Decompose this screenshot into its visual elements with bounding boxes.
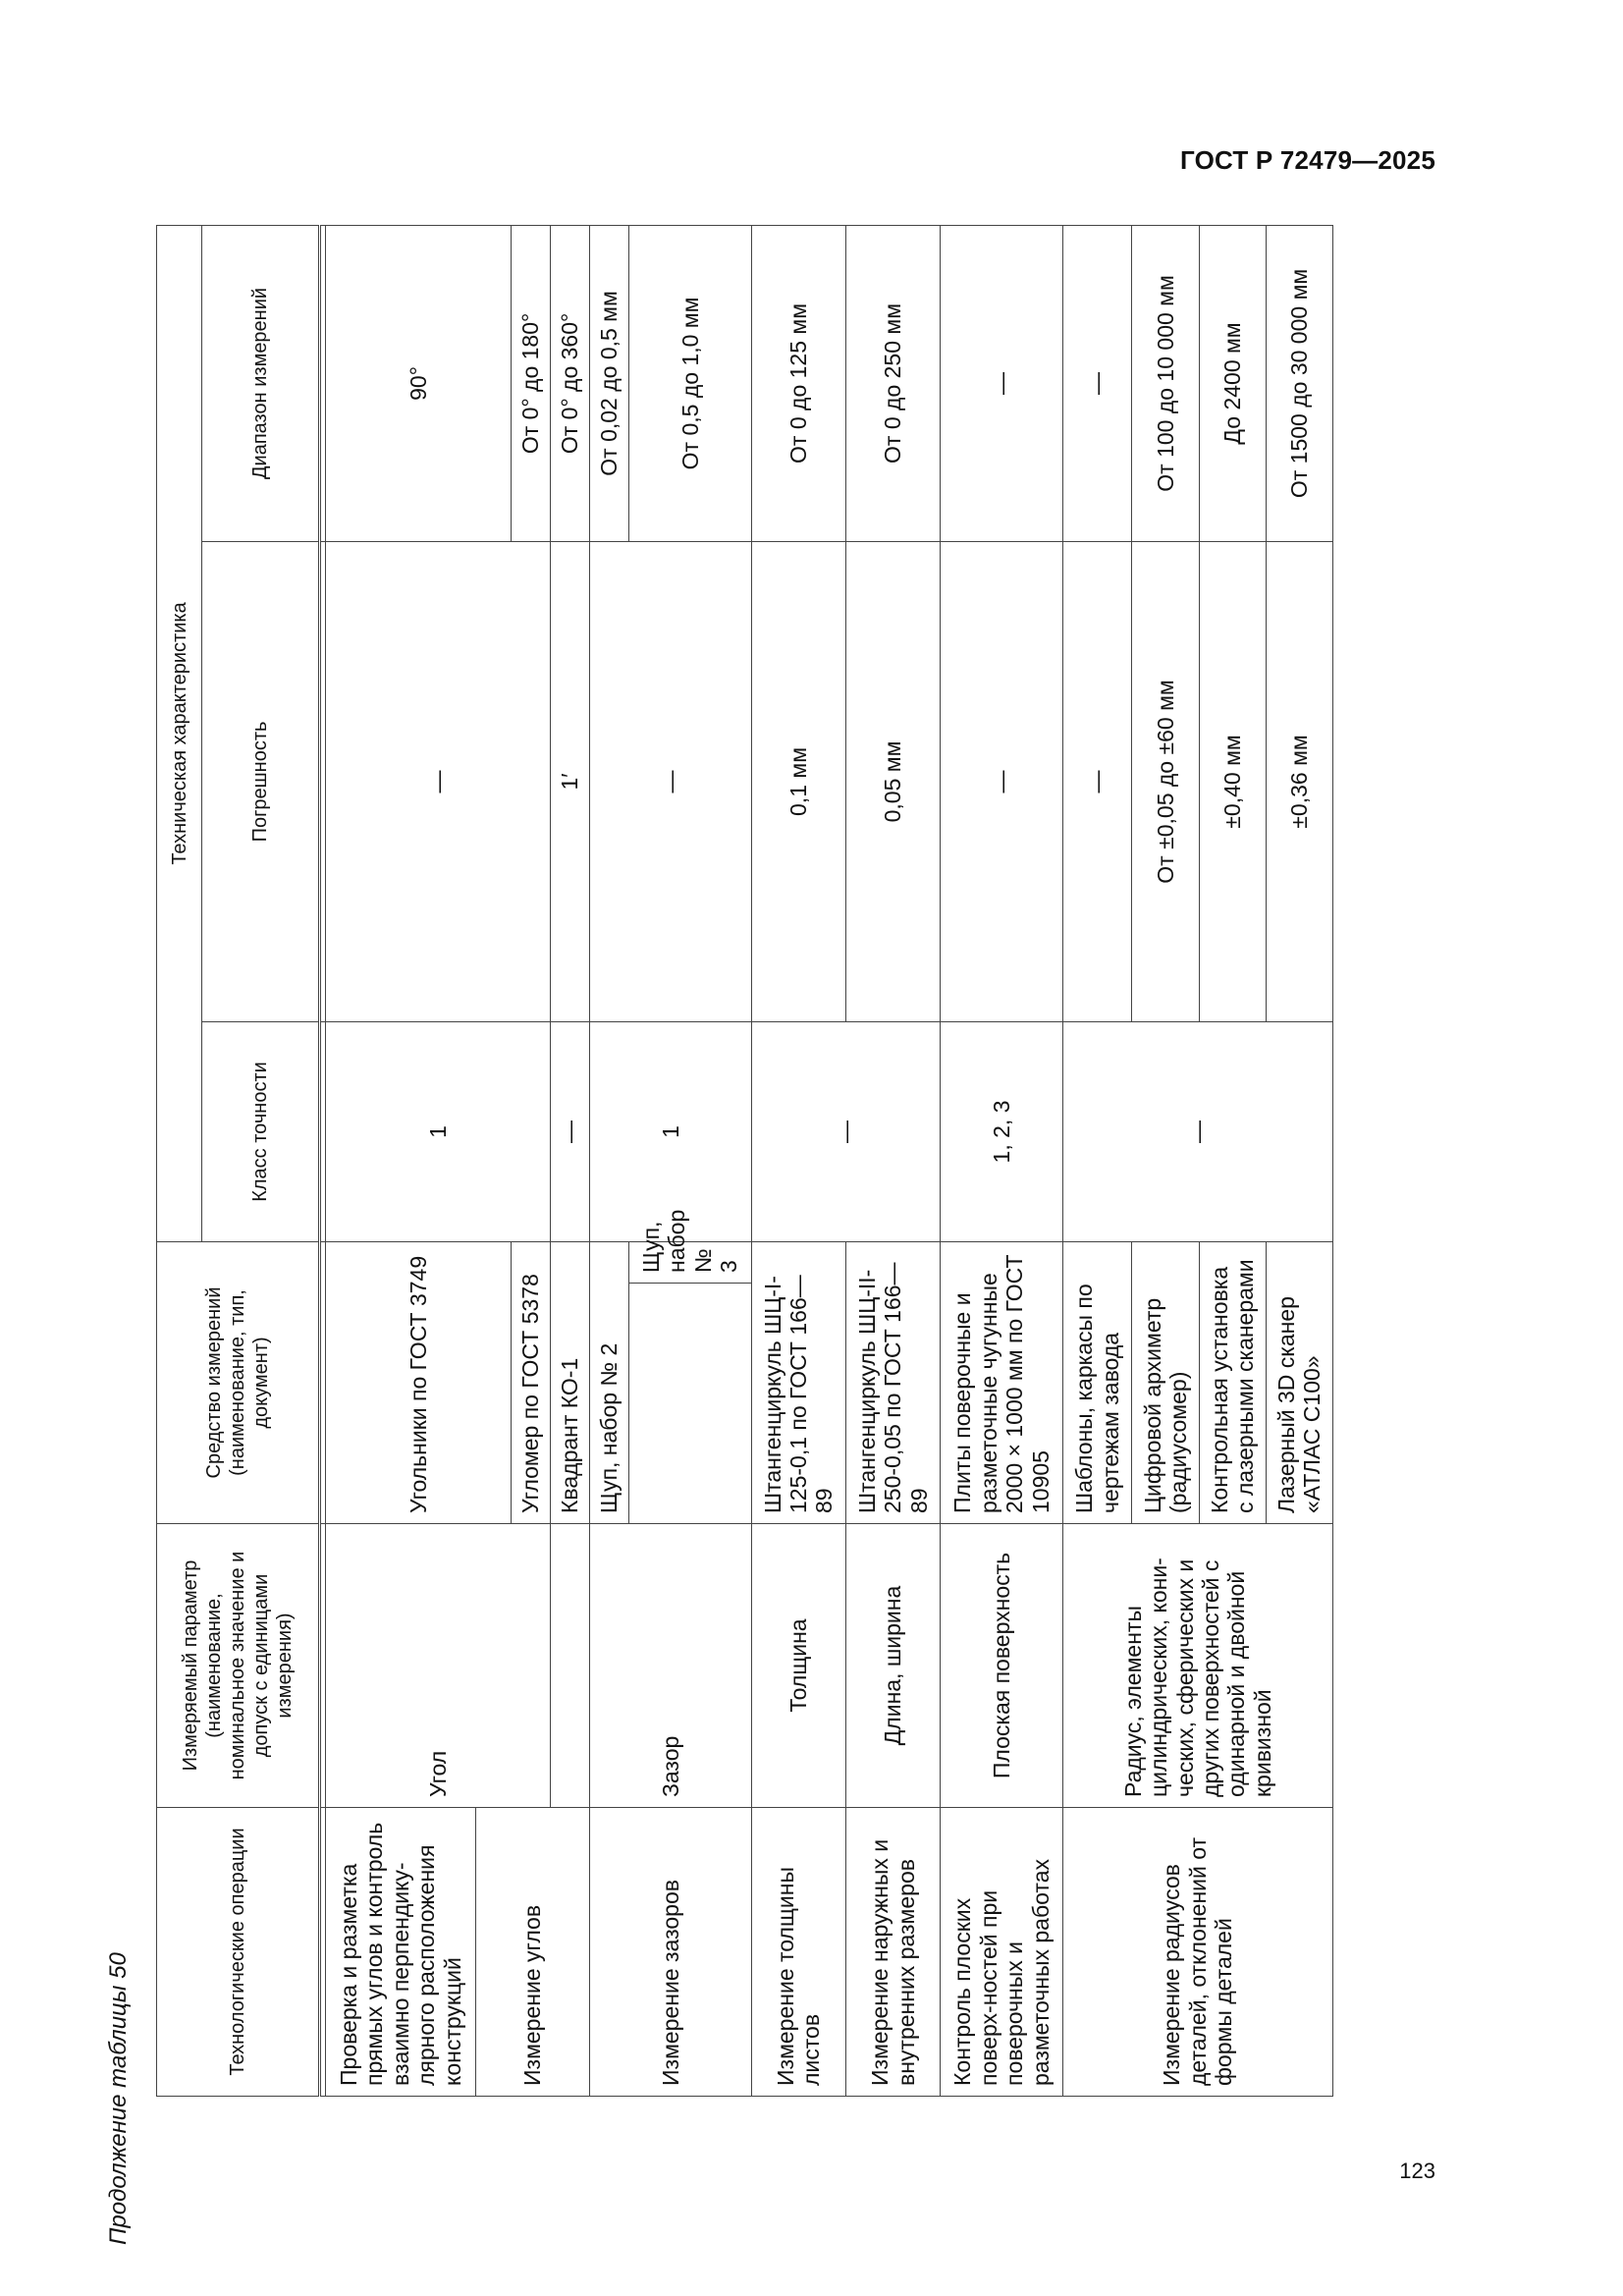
table-cell: От 0° до 360° [551, 225, 590, 541]
table-cell: Угол [326, 1524, 551, 1808]
table-cell: Лазерный 3D сканер «АТЛАС С100» [1266, 1241, 1332, 1523]
table-cell: Квадрант КО-1 [551, 1241, 590, 1523]
table-cell: 1, 2, 3 [941, 1021, 1063, 1241]
table-cell: Щуп, набор № 3 [628, 1241, 751, 1283]
table-cell [551, 1524, 590, 1808]
table-cell: От ±0,05 до ±60 мм [1132, 541, 1199, 1021]
table-cell: 1 [326, 1021, 551, 1241]
table-cell: От 0 до 125 мм [751, 225, 845, 541]
table-cell: — [1062, 541, 1131, 1021]
table-cell: Контрольная установка с лазерными сканерами [1199, 1241, 1266, 1523]
table-cell: 1′ [551, 541, 590, 1021]
page-number: 123 [1399, 2159, 1435, 2183]
table-cell: От 0,02 до 0,5 мм [590, 225, 629, 541]
table-cell: Толщина [751, 1524, 845, 1808]
table-cell: От 0,5 до 1,0 мм [628, 225, 751, 541]
table-cell: Плиты поверочные и разметочные чугунные 2000 × 1000 мм по ГОСТ 10905 [941, 1241, 1063, 1523]
table-cell: ±0,36 мм [1266, 541, 1332, 1021]
header-class: Класс точности [202, 1021, 320, 1241]
header-tech-characteristic: Техническая характеристика [157, 225, 202, 1241]
table-cell: Зазор [590, 1524, 752, 1808]
header-error: Погрешность [202, 541, 320, 1021]
table-cell: — [1062, 1021, 1332, 1241]
table-cell: Щуп, набор № 2 [590, 1241, 629, 1523]
table-cell: Измерение углов [475, 1808, 589, 2097]
header-instrument: Средство измерений (наименование, тип, документ) [157, 1241, 320, 1523]
table-cell: Измерение наружных и внутренних размеров [845, 1808, 940, 2097]
table-cell: Штангенциркуль ШЦ-I-125-0,1 по ГОСТ 166—89 [751, 1241, 845, 1523]
table-cell: Измерение зазоров [590, 1808, 752, 2097]
header-range: Диапазон измерений [202, 225, 320, 541]
table-cell: Плоская поверхность [941, 1524, 1063, 1808]
document-code: ГОСТ Р 72479—2025 [1180, 145, 1435, 175]
table-cell: Длина, ширина [845, 1524, 940, 1808]
table-cell: ±0,40 мм [1199, 541, 1266, 1021]
table-cell: Угольники по ГОСТ 3749 [326, 1241, 512, 1523]
table-cell: — [941, 225, 1063, 541]
table-cell: От 100 до 10 000 мм [1132, 225, 1199, 541]
table-cell: Измерение радиусов деталей, отклонений от формы деталей [1062, 1808, 1332, 2097]
table-cell: — [590, 541, 752, 1021]
table-cell: До 2400 мм [1199, 225, 1266, 541]
table-cell: Измерение толщины листов [751, 1808, 845, 2097]
table-cell: От 1500 до 30 000 мм [1266, 225, 1332, 541]
table-cell: Контроль плоских поверх-ностей при поверочных и разметочных работах [941, 1808, 1063, 2097]
table-cell: 1 [590, 1021, 752, 1241]
table-cell: Проверка и разметка прямых углов и контроль взаимно перпендику-лярного расположения конструкций [326, 1808, 476, 2097]
header-operation: Технологические операции [157, 1808, 320, 2097]
table-cell: Цифровой архиметр (радиусомер) [1132, 1241, 1199, 1523]
measurement-table [156, 226, 1333, 2097]
table-cell: Шаблоны, каркасы по чертежам завода [1062, 1241, 1131, 1523]
table-cell [628, 1284, 751, 1524]
table-cell: Штангенциркуль ШЦ-II-250-0,05 по ГОСТ 166—89 [845, 1241, 940, 1523]
table-cell: От 0 до 250 мм [845, 225, 940, 541]
table-cell: 90° [326, 225, 512, 541]
table-cell: — [326, 541, 551, 1021]
table-cell: 0,05 мм [845, 541, 940, 1021]
table-cell: — [751, 1021, 941, 1241]
table-caption: Продолжение таблицы 50 [105, 1952, 132, 2245]
table-cell: От 0° до 180° [512, 225, 551, 541]
table-cell: — [1062, 225, 1131, 541]
table-cell: — [551, 1021, 590, 1241]
table-cell: Радиус, элементы цилиндрических, кони-ческих, сферических и других поверхностей с одинарной и двойной кривизной [1062, 1524, 1332, 1808]
header-parameter: Измеряемый параметр (наименование, номинальное значение и допуск с единицами измерения) [157, 1524, 320, 1808]
table-cell: Угломер по ГОСТ 5378 [512, 1241, 551, 1523]
table-cell: — [941, 541, 1063, 1021]
table-cell: 0,1 мм [751, 541, 845, 1021]
